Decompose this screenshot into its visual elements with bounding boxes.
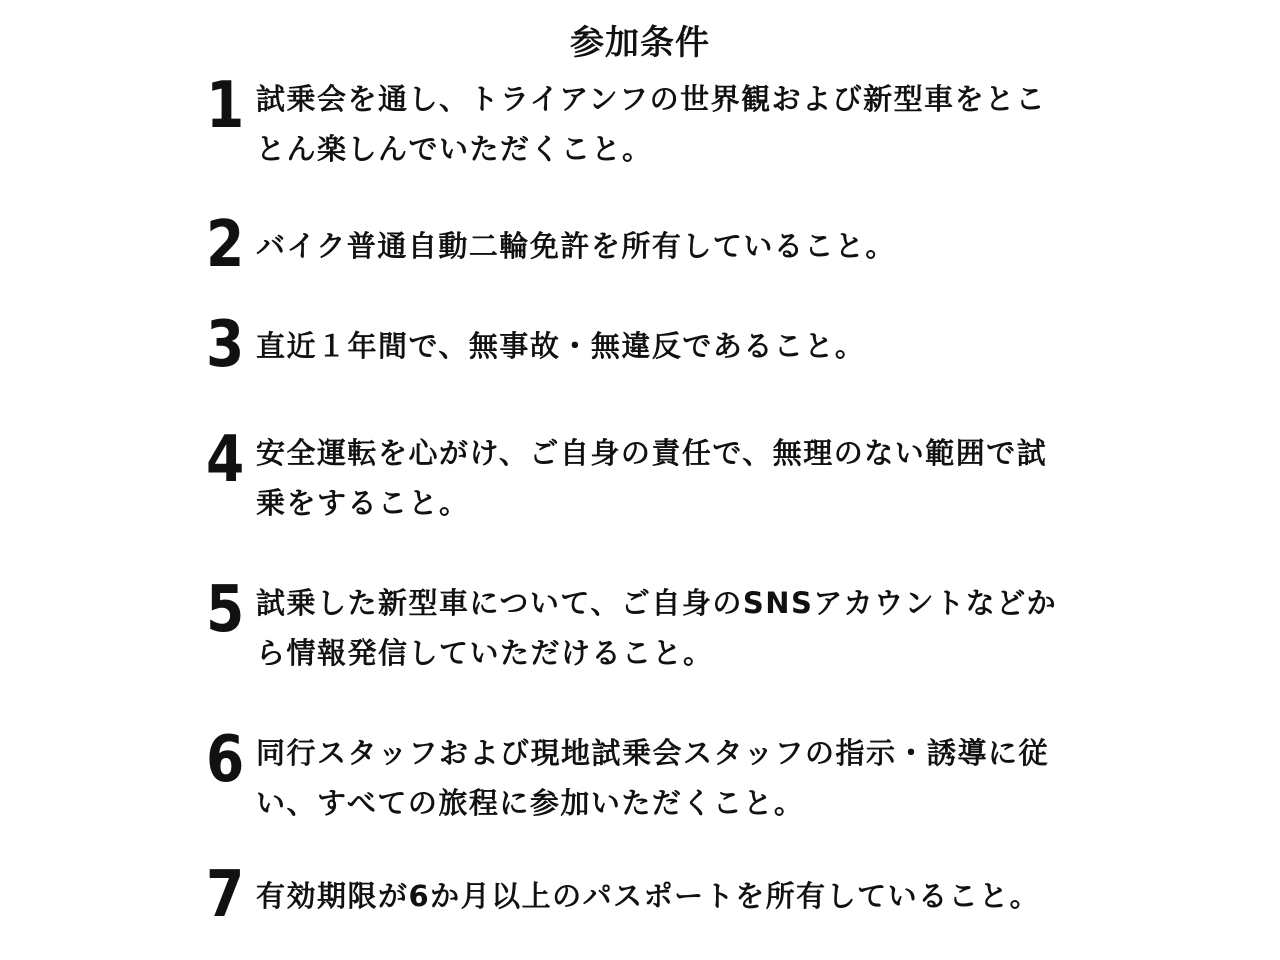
condition-text: バイク普通自動二輪免許を所有していること。 (256, 229, 896, 263)
condition-text: 安全運転を心がけ、ご自身の責任で、無理のない範囲で試乗をすること。 (256, 436, 1048, 520)
condition-number: 3 (206, 308, 242, 382)
condition-number: 5 (206, 573, 242, 647)
condition-number: 7 (206, 858, 242, 932)
condition-number: 6 (206, 723, 242, 797)
condition-number: 1 (206, 69, 242, 143)
page-title: 参加条件 (570, 22, 710, 63)
condition-text: 有効期限が6か月以上のパスポートを所有していること。 (256, 879, 1041, 913)
condition-number: 2 (206, 208, 242, 282)
condition-text: 同行スタッフおよび現地試乗会スタッフの指示・誘導に従い、すべての旅程に参加いただくこと。 (256, 736, 1050, 820)
condition-number: 4 (206, 423, 242, 497)
condition-text: 試乗した新型車について、ご自身のSNSアカウントなどから情報発信していただけること。 (256, 586, 1058, 670)
condition-text: 試乗会を通し、トライアンフの世界観および新型車をとことん楽しんでいただくこと。 (256, 82, 1047, 166)
conditions-list (206, 0, 1086, 960)
condition-text: 直近１年間で、無事故・無違反であること。 (256, 329, 866, 363)
